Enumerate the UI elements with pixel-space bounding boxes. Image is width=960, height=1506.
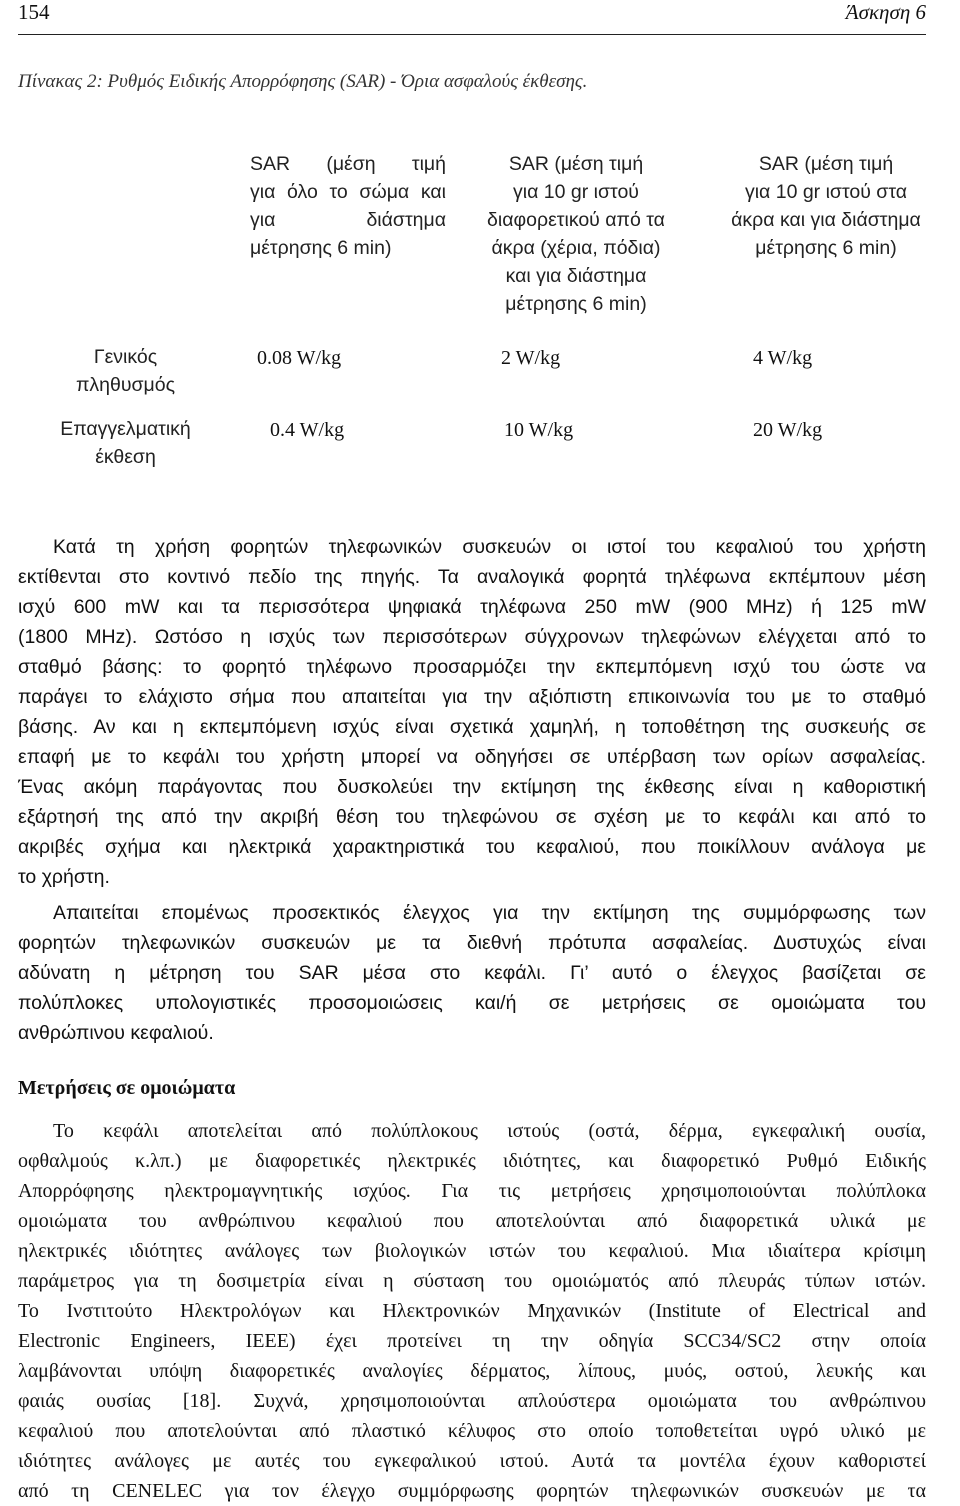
row-label-occupational	[18, 415, 233, 471]
text-line: Απαιτείται επομένως προσεκτικός έλεγχος για την εκτίμηση της συμμόρφωσης των	[53, 902, 926, 924]
column-header-line: για 10 gr ιστού	[513, 181, 639, 203]
row-label-line: έκθεση	[95, 446, 156, 468]
column-header-line: SAR (μέση τιμή	[250, 153, 446, 175]
column-header-whole-body	[250, 150, 446, 262]
text-line: λαμβάνονται υπόψη διαφορετικές αναλογίες δέρματος, λίπους, μυός, οστού, λευκής και	[18, 1360, 926, 1382]
text-line: Κατά τη χρήση φορητών τηλεφωνικών συσκευών οι ιστοί του κεφαλιού του χρήστη	[53, 536, 926, 558]
column-header-line: για διάστημα	[250, 209, 446, 231]
paragraph-exposure	[18, 532, 926, 892]
row-label-line: Επαγγελματική	[60, 418, 191, 440]
table-cell: 0.08 W/kg	[257, 347, 342, 369]
column-header-line: άκρα και για διάστημα	[731, 209, 921, 231]
text-line: φορητών τηλεφωνικών συσκευών με τα διεθνή πρότυπα ασφαλείας. Δυστυχώς είναι	[18, 932, 926, 954]
text-line: Το κεφάλι αποτελείται από πολύπλοκους ιστούς (οστά, δέρμα, εγκεφαλική ουσία,	[53, 1120, 926, 1142]
chapter-title: Άσκηση 6	[845, 0, 926, 24]
text-line: ανθρώπινου κεφαλιού.	[18, 1022, 214, 1044]
column-header-line: SAR (μέση τιμή	[508, 153, 644, 175]
paragraph-phantoms	[18, 1116, 926, 1506]
text-line: ακριβές σχήμα και ηλεκτρικά χαρακτηριστικά του κεφαλιού, που ποικίλλουν ανάλογα με	[18, 836, 926, 858]
column-header-head-trunk	[461, 150, 691, 318]
column-header-line: για 10 gr ιστού στα	[744, 181, 908, 203]
row-label-general-public	[18, 343, 233, 399]
text-line: οφθαλμούς κ.λπ.) με διαφορετικές ηλεκτρικές ιδιότητες, και διαφορετικό Ρυθμό Ειδικής	[18, 1150, 926, 1172]
text-line: παράγει το ελάχιστο σήμα που απαιτείται για την αξιόπιστη επικοινωνία του με το σταθμό	[18, 686, 926, 708]
text-line: Ένας ακόμη παράγοντας που δυσκολεύει την εκτίμηση της έκθεσης είναι η καθοριστική	[18, 776, 926, 798]
column-header-line: μέτρησης 6 min)	[505, 293, 647, 315]
text-line: ιδιότητες ανάλογες με αυτές του εγκεφαλικού ιστού. Αυτά τα μοντέλα έχουν καθοριστεί	[18, 1450, 926, 1472]
table-cell: 10 W/kg	[504, 419, 574, 441]
text-line: σταθμό βάσης: το φορητό τηλέφωνο προσαρμόζει την εκπεμπόμενη ισχύ του ώστε να	[18, 656, 926, 678]
text-line: ηλεκτρικές ιδιότητες ανάλογες των βιολογικών ιστών του κεφαλιού. Μια ιδιαίτερα κρίσιμη	[18, 1240, 926, 1262]
text-line: επαφή με το κεφάλι του χρήστη μπορεί να οδηγήσει σε υπέρβαση των ορίων ασφαλείας.	[18, 746, 926, 768]
table-cell: 0.4 W/kg	[270, 419, 345, 441]
text-line: βάσης. Αν και η εκπεμπόμενη ισχύς είναι σχετικά χαμηλή, η τοποθέτηση της συσκευής σε	[18, 716, 926, 738]
text-line: ισχύ 600 mW και τα περισσότερα ψηφιακά τηλέφωνα 250 mW (900 MHz) ή 125 mW	[18, 596, 926, 618]
text-line: παράμετρος για τη δοσιμετρία είναι η σύσταση του ομοιώματός από πλευράς τύπων ιστών.	[18, 1270, 926, 1292]
paragraph-compliance	[18, 898, 926, 1048]
text-line: εξάρτησή της από την ακριβή θέση του τηλεφώνου σε σχέση με το κεφάλι και από το	[18, 806, 926, 828]
column-header-line: SAR (μέση τιμή	[758, 153, 894, 175]
text-line: (1800 MHz). Ωστόσο η ισχύς των περισσότερων σύγχρονων τηλεφώνων ελέγχεται από το	[18, 626, 926, 648]
column-header-line: μέτρησης 6 min)	[755, 237, 897, 259]
table-caption: Πίνακας 2: Ρυθμός Ειδικής Απορρόφησης (SAR) - Όρια ασφαλούς έκθεσης.	[18, 71, 588, 92]
text-line: ομοιώματα του ανθρώπινου κεφαλιού που αποτελούνται από διαφορετικά υλικά με	[18, 1210, 926, 1232]
column-header-limbs	[706, 150, 946, 262]
text-line: κεφαλιού που αποτελούνται από πλαστικό κέλυφος στο οποίο τοποθετείται υγρό υλικό με	[18, 1420, 926, 1442]
text-line: αδύνατη η μέτρηση του SAR μέσα στο κεφάλι. Γι’ αυτό ο έλεγχος βασίζεται σε	[18, 962, 926, 984]
table-cell: 20 W/kg	[753, 419, 823, 441]
page-number: 154	[18, 0, 50, 24]
row-label-line: πληθυσμός	[75, 374, 176, 396]
column-header-line: και για διάστημα	[505, 265, 647, 287]
table-cell: 4 W/kg	[753, 347, 813, 369]
text-line: Electronic Engineers, IEEE) έχει προτείνει τη την οδηγία SCC34/SC2 στην οποία	[18, 1330, 926, 1352]
text-line: φαιάς ουσίας [18]. Συχνά, χρησιμοποιούνται απλούστερα ομοιώματα του ανθρώπινου	[18, 1390, 926, 1412]
column-header-line: για όλο το σώμα και	[250, 181, 446, 203]
section-heading: Μετρήσεις σε ομοιώματα	[18, 1077, 236, 1099]
column-header-line: άκρα (χέρια, πόδια)	[491, 237, 661, 259]
text-line: πολύπλοκες υπολογιστικές προσομοιώσεις και/ή σε μετρήσεις σε ομοιώματα του	[18, 992, 926, 1014]
page-header	[18, 0, 926, 35]
text-line: Το Ινστιτούτο Ηλεκτρολόγων και Ηλεκτρονικών Μηχανικών (Institute of Electrical and	[18, 1300, 926, 1322]
column-header-line: μέτρησης 6 min)	[250, 237, 392, 259]
sar-limits-table	[18, 150, 926, 490]
text-line: εκτίθενται στο κοντινό πεδίο της πηγής. Τα αναλογικά φορητά τηλέφωνα εκπέμπουν μέση	[18, 566, 926, 588]
column-header-line: διαφορετικού από τα	[487, 209, 665, 231]
text-line: από τη CENELEC για τον έλεγχο συμμόρφωσης φορητών τηλεφωνικών συσκευών με τα	[18, 1480, 926, 1502]
row-label-line: Γενικός	[93, 346, 158, 368]
text-line: Απορρόφησης ηλεκτρομαγνητικής ισχύος. Για τις μετρήσεις χρησιμοποιούνται πολύπλοκα	[18, 1180, 926, 1202]
text-line: το χρήστη.	[18, 866, 110, 888]
table-cell: 2 W/kg	[501, 347, 561, 369]
